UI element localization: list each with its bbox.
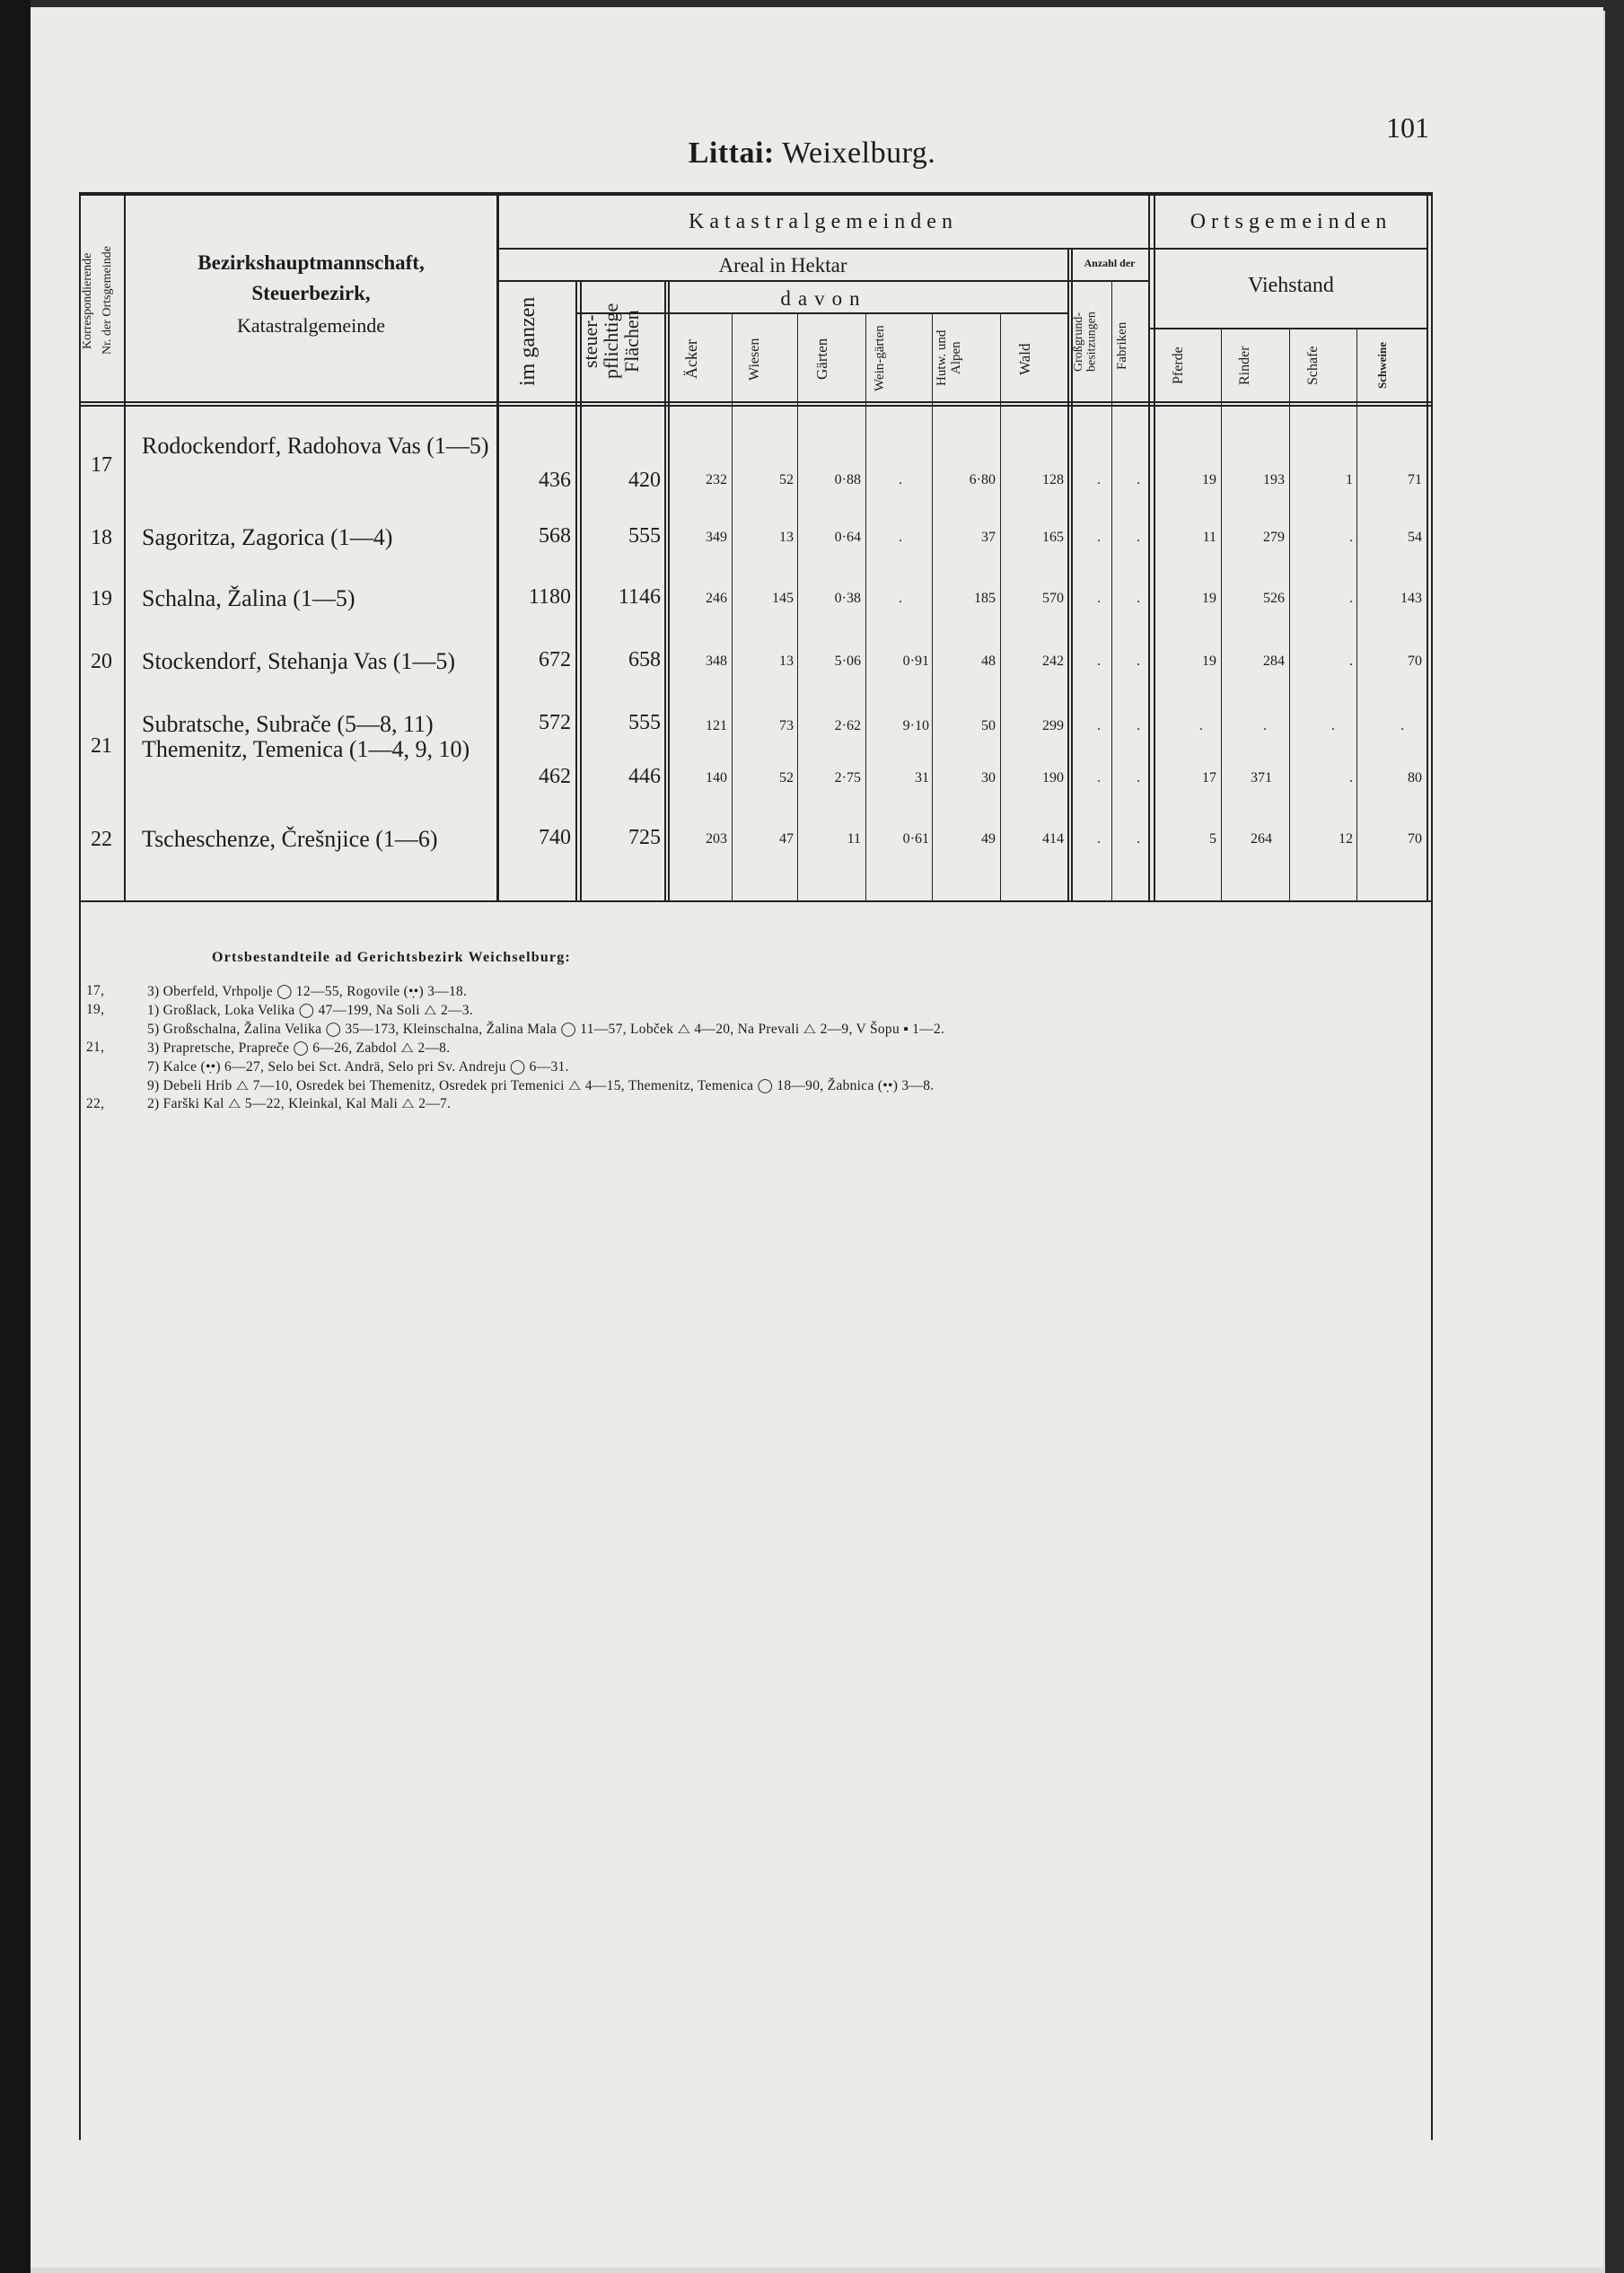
col-header-anzahl: Anzahl der: [1084, 257, 1136, 269]
col-header-nr-line1: Korrespondierende: [81, 252, 94, 349]
cell-wiesen: 52: [779, 770, 794, 785]
cell-schafe: .: [1349, 770, 1353, 785]
cell-steuer: 446: [628, 765, 661, 788]
cell-rinder: .: [1263, 718, 1267, 733]
col-header-name-line1: Bezirkshauptmannschaft,: [198, 251, 425, 274]
cell-gaerten: 11: [847, 831, 861, 847]
cell-rinder: 264: [1251, 831, 1272, 847]
cell-gaerten: 0·64: [834, 530, 861, 545]
cell-rinder: 279: [1263, 530, 1285, 545]
cell-fabriken: .: [1137, 718, 1140, 733]
cell-aecker: 140: [706, 770, 727, 785]
cell-steuer: 725: [628, 826, 661, 849]
footnote-text: 5) Großschalna, Žalina Velika ◯ 35—173, Kleinschalna, Žalina Mala ◯ 11—57, Lobček ⧍ 4—20, Na Prevali ⧍ 2—9, V Šopu ▪ 1—2.: [147, 1022, 945, 1037]
cell-pferde: 19: [1202, 654, 1216, 669]
footnote-text: 1) Großlack, Loka Velika ◯ 47—199, Na Soli ⧍ 2—3.: [147, 1003, 474, 1018]
cell-hutw: 49: [981, 831, 996, 847]
row-nr: 22: [91, 828, 112, 851]
footnote-text: 3) Prapretsche, Prapreče ◯ 6—26, Zabdol ⧍ 2—8.: [147, 1040, 451, 1056]
cell-wald: 299: [1042, 718, 1064, 733]
cell-gaerten: 0·38: [834, 591, 861, 606]
cell-weingaerten: .: [899, 472, 902, 487]
cell-pferde: 11: [1202, 530, 1216, 545]
cell-hutw: 37: [981, 530, 996, 545]
row-name: Tscheschenze, Črešnjice (1—6): [142, 826, 438, 852]
col-header-name-line2: Steuerbezirk,: [251, 282, 371, 304]
footnotes-title: Ortsbestandteile ad Gerichtsbezirk Weichselburg:: [212, 950, 571, 965]
row-name: Rodockendorf, Radohova Vas (1—5): [142, 433, 489, 459]
cell-rinder: 371: [1251, 770, 1272, 785]
cell-steuer: 555: [628, 524, 661, 548]
col-header-fabriken: Fabriken: [1115, 321, 1129, 370]
cell-aecker: 349: [706, 530, 727, 545]
row-name: Themenitz, Temenica (1—4, 9, 10): [142, 736, 470, 762]
cell-fabriken: .: [1137, 654, 1140, 669]
cell-wald: 570: [1042, 591, 1064, 606]
col-header-nr-line2: Nr. der Ortsgemeinde: [101, 246, 114, 355]
title-subplace: Weixelburg.: [782, 136, 936, 170]
col-header-gaerten: Gärten: [813, 338, 830, 381]
page-number: 101: [1386, 111, 1429, 144]
scan-left-edge: [0, 0, 31, 2273]
cell-im-ganzen: 462: [539, 765, 571, 788]
cell-im-ganzen: 672: [539, 648, 571, 671]
cell-im-ganzen: 568: [539, 524, 571, 548]
cell-steuer: 1146: [618, 585, 661, 609]
cell-rinder: 526: [1263, 591, 1285, 606]
page-title: [0, 136, 1624, 171]
row-nr: 17: [91, 453, 112, 477]
cell-aecker: 348: [706, 654, 727, 669]
cell-wald: 242: [1042, 654, 1064, 669]
footnote-nr: 19,: [86, 1002, 105, 1017]
cell-wiesen: 52: [779, 472, 794, 487]
cell-wald: 414: [1042, 831, 1064, 847]
row-nr: 20: [91, 650, 112, 673]
cell-schafe: 1: [1346, 472, 1353, 487]
cell-rinder: 193: [1263, 472, 1285, 487]
cell-gross: .: [1097, 472, 1101, 487]
cell-hutw: 185: [974, 591, 996, 606]
col-header-pferde: Pferde: [1171, 347, 1186, 384]
cell-wald: 128: [1042, 472, 1064, 487]
col-header-im-ganzen: im ganzen: [516, 296, 540, 386]
cell-fabriken: .: [1137, 831, 1140, 847]
cell-hutw: 50: [981, 718, 996, 733]
cell-hutw: 48: [981, 654, 996, 669]
cell-schafe: 12: [1339, 831, 1353, 847]
cell-im-ganzen: 1180: [528, 585, 571, 609]
cell-aecker: 203: [706, 831, 727, 847]
row-name: Schalna, Žalina (1—5): [142, 585, 356, 611]
cell-schweine: 54: [1408, 530, 1422, 545]
cell-schafe: .: [1349, 654, 1353, 669]
cell-pferde: 5: [1209, 831, 1216, 847]
col-header-rinder: Rinder: [1237, 346, 1252, 385]
cell-steuer: 658: [628, 648, 661, 671]
col-header-areal: Areal in Hektar: [718, 254, 847, 276]
footnote-nr: 17,: [86, 983, 105, 998]
cell-pferde: 19: [1202, 591, 1216, 606]
col-header-steuerpflichtige: steuer-pflichtige Flächen: [579, 303, 644, 380]
cell-gross: .: [1097, 530, 1101, 545]
footnote-nr: 22,: [86, 1096, 105, 1111]
cell-schweine: 143: [1400, 591, 1422, 606]
footnote-text: 7) Kalce (•̣•) 6—27, Selo bei Sct. Andrä, Selo pri Sv. Andreju ◯ 6—31.: [147, 1059, 569, 1075]
cell-weingaerten: 31: [915, 770, 929, 785]
cell-schweine: .: [1400, 718, 1404, 733]
row-nr: 21: [91, 734, 112, 758]
cell-wiesen: 73: [779, 718, 794, 733]
col-header-aecker: Äcker: [682, 339, 700, 379]
cell-hutw: 6·80: [969, 472, 996, 487]
col-header-orts: Ortsgemeinden: [1189, 210, 1392, 233]
cell-aecker: 232: [706, 472, 727, 487]
cell-pferde: .: [1199, 718, 1203, 733]
cell-weingaerten: 9·10: [902, 718, 929, 733]
cell-schweine: 71: [1408, 472, 1422, 487]
cell-weingaerten: 0·91: [902, 654, 929, 669]
col-header-davon: davon: [780, 287, 867, 310]
cell-aecker: 121: [706, 718, 727, 733]
cell-gross: .: [1097, 831, 1101, 847]
footnote-text: 3) Oberfeld, Vrhpolje ◯ 12—55, Rogovile (•̣•) 3—18.: [147, 984, 468, 999]
cell-rinder: 284: [1263, 654, 1285, 669]
cell-schweine: 80: [1408, 770, 1422, 785]
cell-schafe: .: [1349, 530, 1353, 545]
cell-gaerten: 2·75: [834, 770, 861, 785]
cell-wiesen: 145: [772, 591, 794, 606]
col-header-hutweiden: Hutw. und Alpen: [935, 329, 963, 387]
cell-wiesen: 13: [779, 654, 794, 669]
cell-fabriken: .: [1137, 770, 1140, 785]
cell-gross: .: [1097, 718, 1101, 733]
cell-gaerten: 0·88: [834, 472, 861, 487]
cell-wiesen: 13: [779, 530, 794, 545]
col-header-viehstand: Viehstand: [1248, 274, 1334, 297]
col-header-grossgrund: Großgrund-besitzungen: [1072, 312, 1099, 373]
col-header-katastral: Katastralgemeinden: [689, 210, 958, 233]
cell-pferde: 17: [1202, 770, 1216, 785]
cell-im-ganzen: 740: [539, 826, 571, 849]
cell-schafe: .: [1331, 718, 1335, 733]
col-header-weingaerten: Wein-gärten: [873, 325, 887, 391]
col-header-schafe: Schafe: [1305, 346, 1321, 385]
cell-fabriken: .: [1137, 472, 1140, 487]
footnote-text: 2) Farški Kal ⧍ 5—22, Kleinkal, Kal Mali ⧍ 2—7.: [147, 1096, 452, 1111]
col-header-schweine: Schweine: [1375, 342, 1389, 389]
cell-fabriken: .: [1137, 591, 1140, 606]
cell-schweine: 70: [1408, 654, 1422, 669]
cell-hutw: 30: [981, 770, 996, 785]
footnote-text: 9) Debeli Hrib ⧍ 7—10, Osredek bei Themenitz, Osredek pri Temenici ⧍ 4—15, Themenitz, Temenica ◯ 18—90, Žabnica (•̣•) 3—8.: [147, 1078, 935, 1093]
cell-schweine: 70: [1408, 831, 1422, 847]
cell-gross: .: [1097, 654, 1101, 669]
cell-steuer: 420: [628, 469, 661, 492]
cell-gaerten: 2·62: [834, 718, 861, 733]
cell-gaerten: 5·06: [834, 654, 861, 669]
cell-pferde: 19: [1202, 472, 1216, 487]
cell-weingaerten: .: [899, 530, 902, 545]
cell-gross: .: [1097, 591, 1101, 606]
cell-weingaerten: .: [899, 591, 902, 606]
row-name: Sagoritza, Zagorica (1—4): [142, 524, 393, 550]
row-name: Subratsche, Subrače (5—8, 11): [142, 711, 434, 737]
cell-aecker: 246: [706, 591, 727, 606]
footnote-nr: 21,: [86, 1040, 105, 1055]
cell-wiesen: 47: [779, 831, 794, 847]
cell-gross: .: [1097, 770, 1101, 785]
cell-wald: 165: [1042, 530, 1064, 545]
scan-right-edge: [1605, 0, 1624, 2273]
row-nr: 19: [91, 587, 112, 610]
title-place: Littai:: [688, 136, 775, 170]
cell-wald: 190: [1042, 770, 1064, 785]
cell-fabriken: .: [1137, 530, 1140, 545]
col-header-wald: Wald: [1016, 343, 1033, 375]
col-header-name-line3: Katastralgemeinde: [237, 314, 385, 337]
cell-im-ganzen: 572: [539, 711, 571, 734]
cell-schafe: .: [1349, 591, 1353, 606]
cell-weingaerten: 0·61: [902, 831, 929, 847]
col-header-wiesen: Wiesen: [747, 338, 762, 381]
cell-steuer: 555: [628, 711, 661, 734]
row-nr: 18: [91, 526, 112, 549]
row-name: Stockendorf, Stehanja Vas (1—5): [142, 648, 456, 674]
cell-im-ganzen: 436: [539, 469, 571, 492]
